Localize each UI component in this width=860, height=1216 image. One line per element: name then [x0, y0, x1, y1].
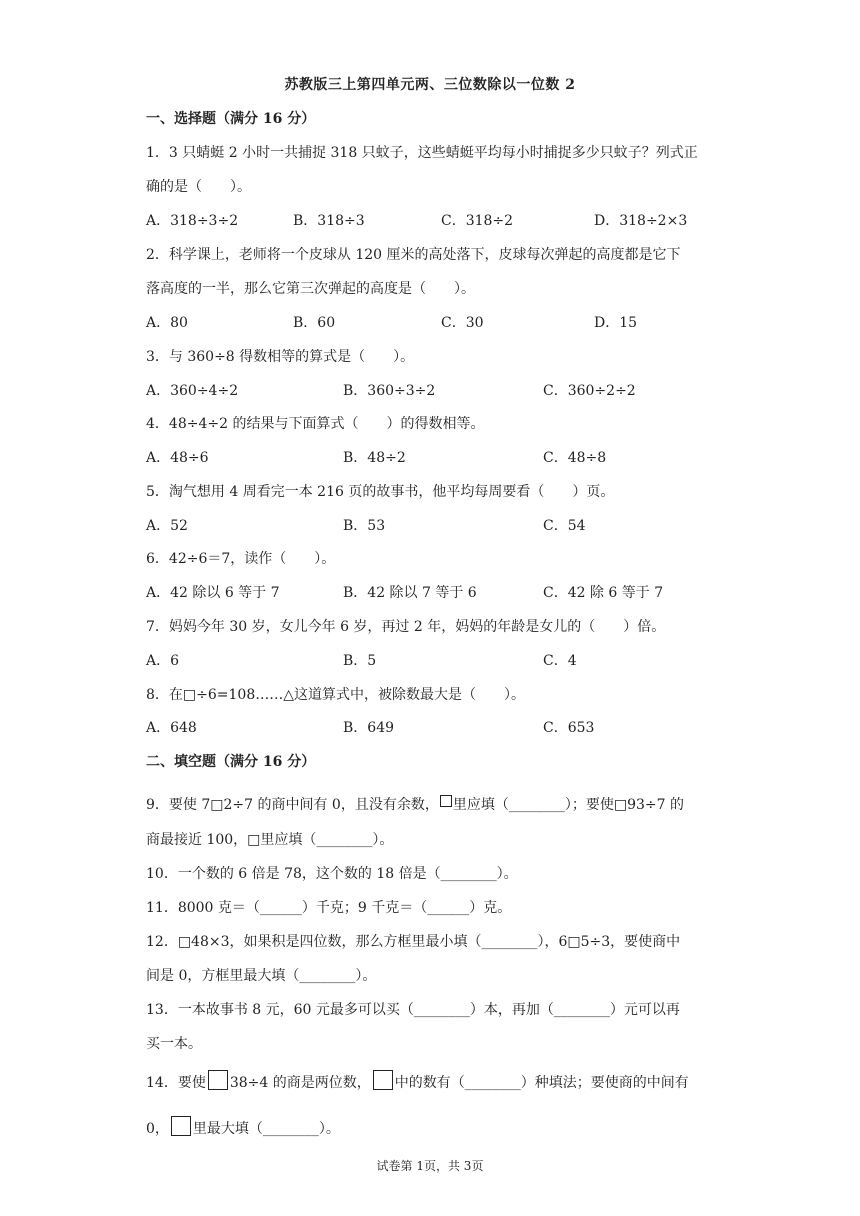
question-6-option-b: B．42 除以 7 等于 6: [343, 585, 477, 601]
question-9-text-b: 里应填（________）；要使□93÷7 的: [452, 797, 684, 813]
question-8-line-1: 8．在□÷6=108……△这道算式中，被除数最大是（ ）。: [146, 687, 525, 703]
section-heading-fill-blank: 二、填空题（满分 16 分）: [146, 754, 316, 770]
question-12-line-1: 12．□48×3，如果积是四位数，那么方框里最小填（________），6□5÷3，要使商中: [146, 934, 681, 950]
question-2-option-d: D．15: [594, 315, 638, 331]
question-9-text-a: 9．要使 7□2÷7 的商中间有 0，且没有余数，: [146, 797, 439, 813]
question-1-option-a: A．318÷3÷2: [146, 213, 239, 229]
question-4-line-1: 4．48÷4÷2 的结果与下面算式（ ）的得数相等。: [146, 416, 485, 432]
question-2-option-b: B．60: [293, 315, 336, 331]
question-1-line-2: 确的是（ ）。: [146, 179, 251, 195]
blank-box-icon: [440, 795, 452, 807]
question-10-line-1: 10．一个数的 6 倍是 78，这个数的 18 倍是（________）。: [146, 866, 518, 882]
question-1-option-c: C．318÷2: [441, 213, 514, 229]
question-3-option-b: B．360÷3÷2: [343, 383, 436, 399]
question-4-option-c: C．48÷8: [543, 450, 607, 466]
question-1-option-b: B．318÷3: [293, 213, 365, 229]
question-12-line-2: 间是 0，方框里最大填（________）。: [146, 968, 377, 984]
blank-box-icon: [171, 1116, 191, 1136]
blank-box-icon: [208, 1070, 228, 1090]
section-heading-choice: 一、选择题（满分 16 分）: [146, 111, 316, 127]
question-5-option-b: B．53: [343, 518, 386, 534]
question-8-option-c: C．653: [543, 720, 595, 736]
question-2-line-1: 2．科学课上，老师将一个皮球从 120 厘米的高处落下，皮球每次弹起的高度都是它下: [146, 247, 681, 263]
question-7-option-a: A．6: [146, 653, 180, 669]
question-1-line-1: 1．3 只蜻蜓 2 小时一共捕捉 318 只蚊子，这些蜻蜓平均每小时捕捉多少只蚊子？列式正: [146, 145, 698, 161]
question-7-option-c: C．4: [543, 653, 577, 669]
question-5-line-1: 5．淘气想用 4 周看完一本 216 页的故事书，他平均每周要看（ ）页。: [146, 484, 615, 500]
question-14-text-a: 14．要使: [146, 1075, 206, 1091]
question-14-text-c: 中的数有（________）种填法；要使商的中间有: [394, 1075, 689, 1091]
question-11-line-1: 11．8000 克＝（______）千克；9 千克＝（______）克。: [146, 900, 512, 916]
question-14-line-1: [146, 1070, 689, 1092]
question-14-text-e: 里最大填（________）。: [192, 1121, 340, 1137]
question-13-line-1: 13．一本故事书 8 元，60 元最多可以买（________）本，再加（________）元可以再: [146, 1002, 680, 1018]
question-8-option-a: A．648: [146, 720, 197, 736]
question-5-option-c: C．54: [543, 518, 586, 534]
question-5-option-a: A．52: [146, 518, 188, 534]
question-7-option-b: B．5: [343, 653, 377, 669]
blank-box-icon: [373, 1070, 393, 1090]
question-4-option-a: A．48÷6: [146, 450, 209, 466]
question-4-option-b: B．48÷2: [343, 450, 406, 466]
page-title: 苏教版三上第四单元两、三位数除以一位数 2: [284, 77, 576, 93]
question-14-text-d: 0，: [146, 1121, 169, 1137]
question-3-option-c: C．360÷2÷2: [543, 383, 636, 399]
question-6-line-1: 6．42÷6＝7，读作（ ）。: [146, 551, 336, 567]
page-footer: 试卷第 1页，共 3页: [376, 1159, 484, 1173]
question-6-option-a: A．42 除以 6 等于 7: [146, 585, 280, 601]
question-3-line-1: 3．与 360÷8 得数相等的算式是（ ）。: [146, 349, 415, 365]
question-13-line-2: 买一本。: [146, 1036, 202, 1052]
question-2-option-a: A．80: [146, 315, 188, 331]
question-7-line-1: 7．妈妈今年 30 岁，女儿今年 6 岁，再过 2 年，妈妈的年龄是女儿的（ ）倍。: [146, 619, 666, 635]
question-14-text-b: 38÷4 的商是两位数，: [229, 1075, 371, 1091]
question-9-line-2: 商最接近 100，□里应填（________）。: [146, 832, 394, 848]
question-3-option-a: A．360÷4÷2: [146, 383, 239, 399]
question-2-option-c: C．30: [441, 315, 484, 331]
question-1-option-d: D．318÷2×3: [594, 213, 688, 229]
question-9-line-1: [146, 794, 684, 814]
question-8-option-b: B．649: [343, 720, 395, 736]
question-14-line-2: [146, 1116, 340, 1138]
question-6-option-c: C．42 除 6 等于 7: [543, 585, 664, 601]
question-2-line-2: 落高度的一半，那么它第三次弹起的高度是（ ）。: [146, 281, 475, 297]
